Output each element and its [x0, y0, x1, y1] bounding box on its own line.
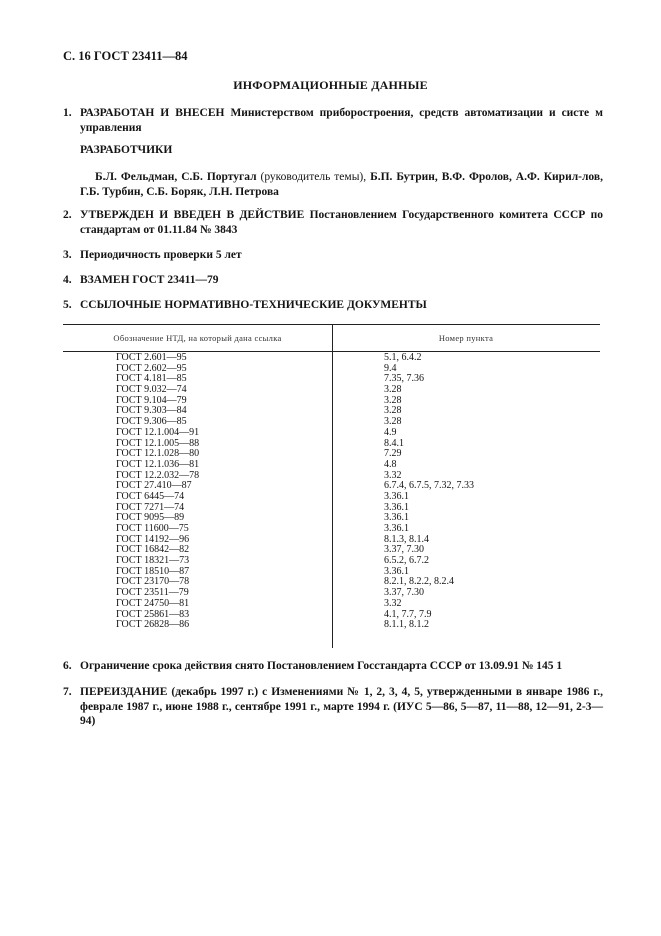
table-cell-designation: ГОСТ 12.1.028—80 [116, 448, 200, 460]
item-1-body [80, 106, 603, 135]
table-cell-clause: 6.7.4, 6.7.5, 7.32, 7.33 [384, 480, 474, 492]
table-cell-clause: 3.36.1 [384, 565, 409, 577]
table-cell-designation: ГОСТ 12.1.004—91 [116, 426, 200, 438]
table-cell-designation: ГОСТ 9095—89 [116, 512, 185, 524]
table-cell-designation: ГОСТ 12.1.005—88 [116, 437, 200, 449]
item-3 [63, 248, 603, 263]
table-cell-clause: 8.1.3, 8.1.4 [384, 533, 429, 545]
references-table [63, 324, 600, 648]
table-cell-designation: ГОСТ 18321—73 [116, 555, 190, 567]
table-cell-designation: ГОСТ 11600—75 [116, 523, 189, 534]
item-1 [63, 106, 603, 135]
table-cell-designation: ГОСТ 9.032—74 [116, 384, 187, 396]
table-cell-designation: ГОСТ 2.602—95 [116, 362, 187, 374]
table-cell-clause: 4.9 [384, 426, 397, 438]
table-cell-designation: ГОСТ 4.181—85 [116, 373, 187, 385]
table-cell-designation: ГОСТ 12.2.032—78 [116, 469, 200, 481]
item-2-number: 2. [63, 209, 72, 221]
item-1-text: Министерством приборостроения, средств автоматизации и систе м управления [80, 107, 603, 134]
table-row [63, 460, 600, 471]
table-cell-designation: ГОСТ 23170—78 [116, 576, 190, 588]
item-4-number: 4. [63, 274, 72, 286]
developers-names-b: Б.П. Бутрин, В.Ф. Фролов, А.Ф. Кирил-лов, Г.Б. Турбин, С.Б. Боряк, Л.Н. Петрова [80, 171, 603, 198]
table-cell-clause: 9.4 [384, 362, 397, 374]
table-cell-designation: ГОСТ 16842—82 [116, 544, 190, 556]
table-cell-clause: 7.29 [384, 448, 402, 460]
table-body [63, 353, 600, 631]
table-cell-designation: ГОСТ 12.1.036—81 [116, 458, 200, 470]
table-cell-designation: ГОСТ 9.306—85 [116, 416, 187, 428]
item-6-text: Ограничение срока действия снято Постановлением Госстандарта СССР от 13.09.91 № 145 1 [80, 660, 563, 672]
table-cell-clause: 3.28 [384, 405, 402, 417]
item-2-text: Постановлением Государственного комитета СССР по стандартам от 01.11.84 № 3843 [80, 209, 604, 236]
table-cell-designation: ГОСТ 23511—79 [116, 587, 189, 599]
item-3-number: 3. [63, 249, 72, 261]
item-2-body [80, 208, 603, 237]
table-cell-designation: ГОСТ 27.410—87 [116, 480, 192, 492]
table-cell-clause: 5.1, 6.4.2 [384, 352, 422, 363]
table-cell-clause: 3.32 [384, 469, 402, 481]
table-cell-clause: 6.5.2, 6.7.2 [384, 555, 429, 567]
table-cell-clause: 8.4.1 [384, 437, 404, 449]
table-cell-designation: ГОСТ 9.104—79 [116, 394, 187, 406]
page-header: С. 16 ГОСТ 23411—84 [63, 49, 188, 63]
table-row [63, 620, 600, 631]
item-4 [63, 273, 603, 288]
developers-role: (руководитель темы), [260, 171, 367, 183]
page-title: ИНФОРМАЦИОННЫЕ ДАННЫЕ [233, 78, 428, 92]
item-7-text: ПЕРЕИЗДАНИЕ (декабрь 1997 г.) с Изменениями № 1, 2, 3, 4, 5, утвержденными в январе 1986 г., феврале 1987 г., июне 1988 г., сентябре 1991 г., марте 1994 г. (ИУС 5—86, 5—87, 11—88, 12—91, 2-3—94) [80, 686, 603, 727]
item-3-text: Периодичность проверки 5 лет [80, 249, 242, 261]
table-cell-clause: 3.28 [384, 394, 402, 406]
table-row [63, 428, 600, 439]
table-cell-clause: 3.36.1 [384, 490, 409, 502]
table-cell-designation: ГОСТ 25861—83 [116, 608, 190, 620]
developers-heading: РАЗРАБОТЧИКИ [80, 144, 173, 156]
table-cell-designation: ГОСТ 18510—87 [116, 565, 190, 577]
table-header-designation: Обозначение НТД, на который дана ссылка [113, 333, 282, 343]
item-5-text: ССЫЛОЧНЫЕ НОРМАТИВНО-ТЕХНИЧЕСКИЕ ДОКУМЕНТЫ [80, 299, 427, 311]
table-cell-clause: 3.36.1 [384, 523, 409, 534]
developers-names-a: Б.Л. Фельдман, С.Б. Португал [95, 171, 257, 183]
item-6-number: 6. [63, 660, 72, 672]
item-5-number: 5. [63, 299, 72, 311]
table-cell-designation: ГОСТ 14192—96 [116, 533, 190, 545]
table-cell-clause: 4.8 [384, 458, 397, 470]
table-cell-designation: ГОСТ 7271—74 [116, 501, 185, 513]
table-cell-designation: ГОСТ 9.303—84 [116, 405, 187, 417]
table-row [63, 599, 600, 610]
item-2-lead: УТВЕРЖДЕН И ВВЕДЕН В ДЕЙСТВИЕ [80, 209, 305, 221]
item-7-number: 7. [63, 686, 72, 698]
table-cell-clause: 3.32 [384, 597, 402, 609]
table-cell-clause: 3.36.1 [384, 512, 409, 524]
table-cell-designation: ГОСТ 26828—86 [116, 619, 190, 631]
table-cell-clause: 8.1.1, 8.1.2 [384, 619, 429, 631]
item-5 [63, 298, 603, 313]
developers-list [80, 170, 603, 199]
table-header-clause: Номер пункта [438, 333, 494, 343]
item-2 [63, 208, 603, 237]
table-cell-clause: 3.37, 7.30 [384, 544, 424, 556]
item-1-lead: РАЗРАБОТАН И ВНЕСЕН [80, 107, 225, 119]
table-cell-designation: ГОСТ 2.601—95 [116, 352, 187, 363]
item-1-number: 1. [63, 107, 72, 119]
table-cell-clause: 3.28 [384, 384, 402, 396]
item-4-text: ВЗАМЕН ГОСТ 23411—79 [80, 274, 219, 286]
item-7 [63, 685, 603, 729]
table-cell-clause: 3.37, 7.30 [384, 587, 424, 599]
table-cell-designation: ГОСТ 6445—74 [116, 490, 185, 502]
item-6 [63, 659, 603, 674]
table-cell-designation: ГОСТ 24750—81 [116, 597, 190, 609]
table-cell-clause: 8.2.1, 8.2.2, 8.2.4 [384, 576, 454, 588]
table-cell-clause: 4.1, 7.7, 7.9 [384, 608, 432, 620]
table-cell-clause: 3.28 [384, 416, 402, 428]
table-cell-clause: 7.35, 7.36 [384, 373, 424, 385]
table-cell-clause: 3.36.1 [384, 501, 409, 513]
